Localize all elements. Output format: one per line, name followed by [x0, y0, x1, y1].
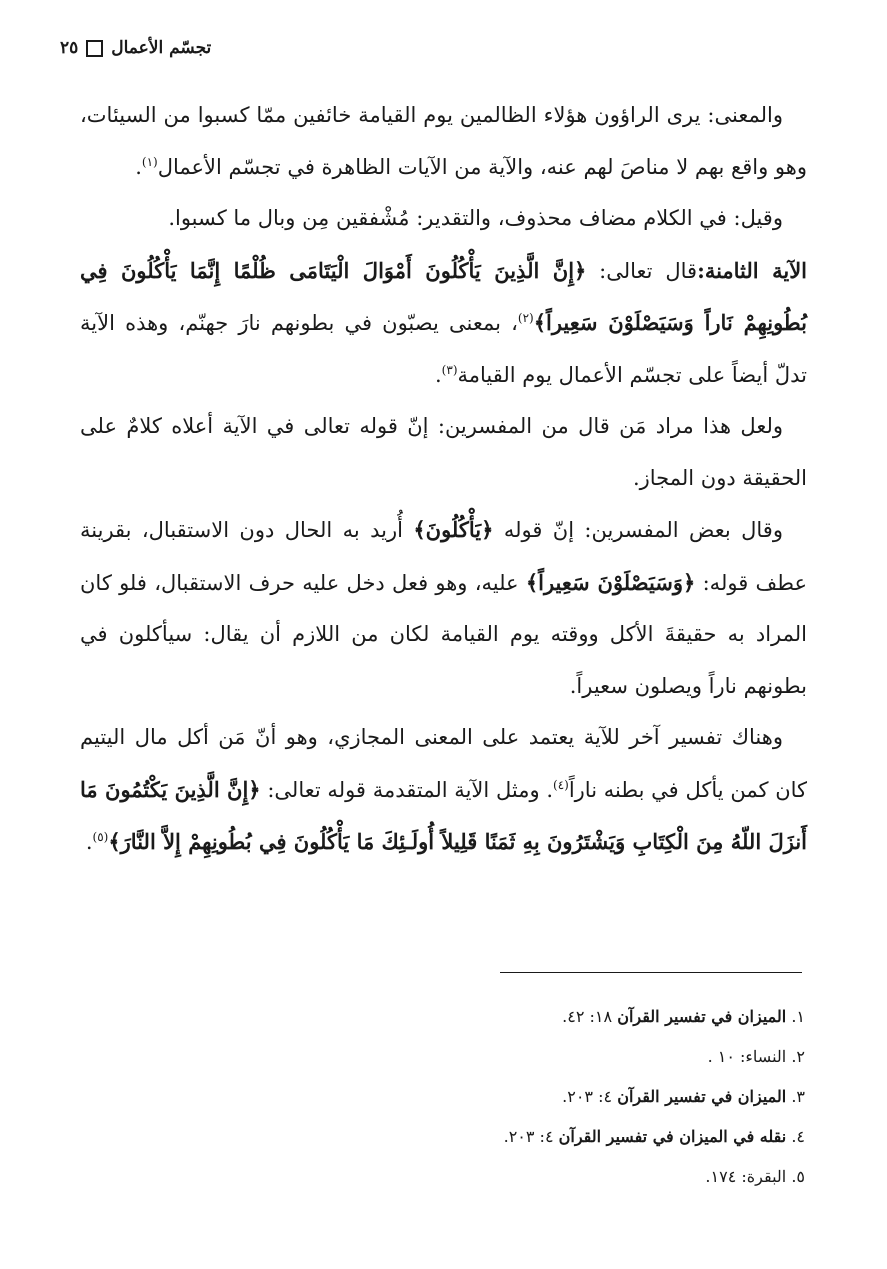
paragraph-4: ولعل هذا مراد مَن قال من المفسرين: إنّ قوله تعالى في الآية أعلاه كلامٌ على الحقيقة دون المجاز.	[80, 414, 807, 490]
footnote-ref-1: (١)	[141, 154, 158, 169]
square-ornament-icon	[86, 40, 103, 57]
footnote-item: ٤. نقله في الميزان في تفسير القرآن ٤: ٢٠٣.	[503, 1127, 805, 1146]
footnote-item: ٢. النساء: ١٠ .	[707, 1047, 805, 1066]
page-number: ٢٥	[60, 38, 79, 58]
main-text	[80, 90, 807, 869]
footnote-ref-4: (٤)	[553, 777, 569, 792]
footnote-divider	[500, 972, 802, 973]
verse-heading: الآية الثامنة:	[697, 257, 808, 283]
quran-verse: ﴿إِنَّ الَّذِينَ يَكْتُمُونَ مَا أَنزَلَ اللّهُ مِنَ الْكِتَابِ وَيَشْتَرُونَ بِهِ ثَمَنًا قَلِيلاً أُولَـئِكَ مَا يَأْكُلُونَ فِي بُطُونِهِمْ إِلاَّ النَّارَ﴾	[80, 776, 807, 854]
paragraph-3: الآية الثامنة:قال تعالى: ﴿إِنَّ الَّذِينَ يَأْكُلُونَ أَمْوَالَ الْيَتَامَى ظُلْمًا إِنَّمَا يَأْكُلُونَ فِي بُطُونِهِمْ نَاراً وَسَيَصْلَوْنَ سَعِيراً﴾$^{(٢)}$، بمعنى يصبّون في بطونهم نارَ جهنّم، وهذه الآية تدلّ أيضاً على تجسّم الأعمال يوم القيامة$^{(٣)}$.	[80, 257, 808, 387]
footnote-ref-2: (٢)	[517, 311, 534, 325]
footnote-item: ٣. الميزان في تفسير القرآن ٤: ٢٠٣.	[562, 1087, 805, 1106]
footnote-ref-5: (٥)	[92, 830, 109, 844]
paragraph-1: والمعنى: يرى الراؤون هؤلاء الظالمين يوم القيامة خائفين ممّا كسبوا من السيئات، وهو واقع بهم لا مناصَ لهم عنه، والآية من الآيات الظاهرة في تجسّم الأعمال$^{(١)}$.	[80, 103, 807, 179]
running-header	[60, 38, 211, 58]
quran-verse: ﴿يَأْكُلُونَ﴾	[413, 517, 494, 542]
paragraph-5: وقال بعض المفسرين: إنّ قوله ﴿يَأْكُلُونَ﴾ أُريد به الحال دون الاستقبال، بقرينة عطف قوله: ﴿وَسَيَصْلَوْنَ سَعِيراً﴾ عليه، وهو فعل دخل عليه حرف الاستقبال، فلو كان المراد به حقيقةَ الأكل ووقته يوم القيامة لكان من اللازم أن يقال: سيأكلون في بطونهم ناراً ويصلون سعيراً.	[80, 517, 807, 698]
quran-verse: ﴿إِنَّ الَّذِينَ يَأْكُلُونَ أَمْوَالَ الْيَتَامَى ظُلْمًا إِنَّمَا يَأْكُلُونَ فِي بُطُونِهِمْ نَاراً وَسَيَصْلَوْنَ سَعِيراً﴾	[80, 257, 807, 335]
footnote-ref-3: (٣)	[441, 362, 458, 377]
paragraph-6: وهناك تفسير آخر للآية يعتمد على المعنى المجازي، وهو أنّ مَن أكل مال اليتيم كان كمن يأكل في بطنه ناراً$^{(٤)}$. ومثل الآية المتقدمة قوله تعالى: ﴿إِنَّ الَّذِينَ يَكْتُمُونَ مَا أَنزَلَ اللّهُ مِنَ الْكِتَابِ وَيَشْتَرُونَ بِهِ ثَمَنًا قَلِيلاً أُولَـئِكَ مَا يَأْكُلُونَ فِي بُطُونِهِمْ إِلاَّ النَّارَ﴾$^{(٥)}$.	[80, 725, 808, 854]
header-title: تجسّم الأعمال	[111, 38, 212, 58]
footnote-item: ١. الميزان في تفسير القرآن ١٨: ٤٢.	[562, 1007, 805, 1026]
footnotes	[300, 997, 805, 1197]
footnote-item: ٥. البقرة: ١٧٤.	[705, 1167, 805, 1186]
quran-verse: ﴿وَسَيَصْلَوْنَ سَعِيراً﴾	[525, 569, 696, 595]
paragraph-2: وقيل: في الكلام مضاف محذوف، والتقدير: مُشْفقين مِن وبال ما كسبوا.	[168, 206, 783, 230]
